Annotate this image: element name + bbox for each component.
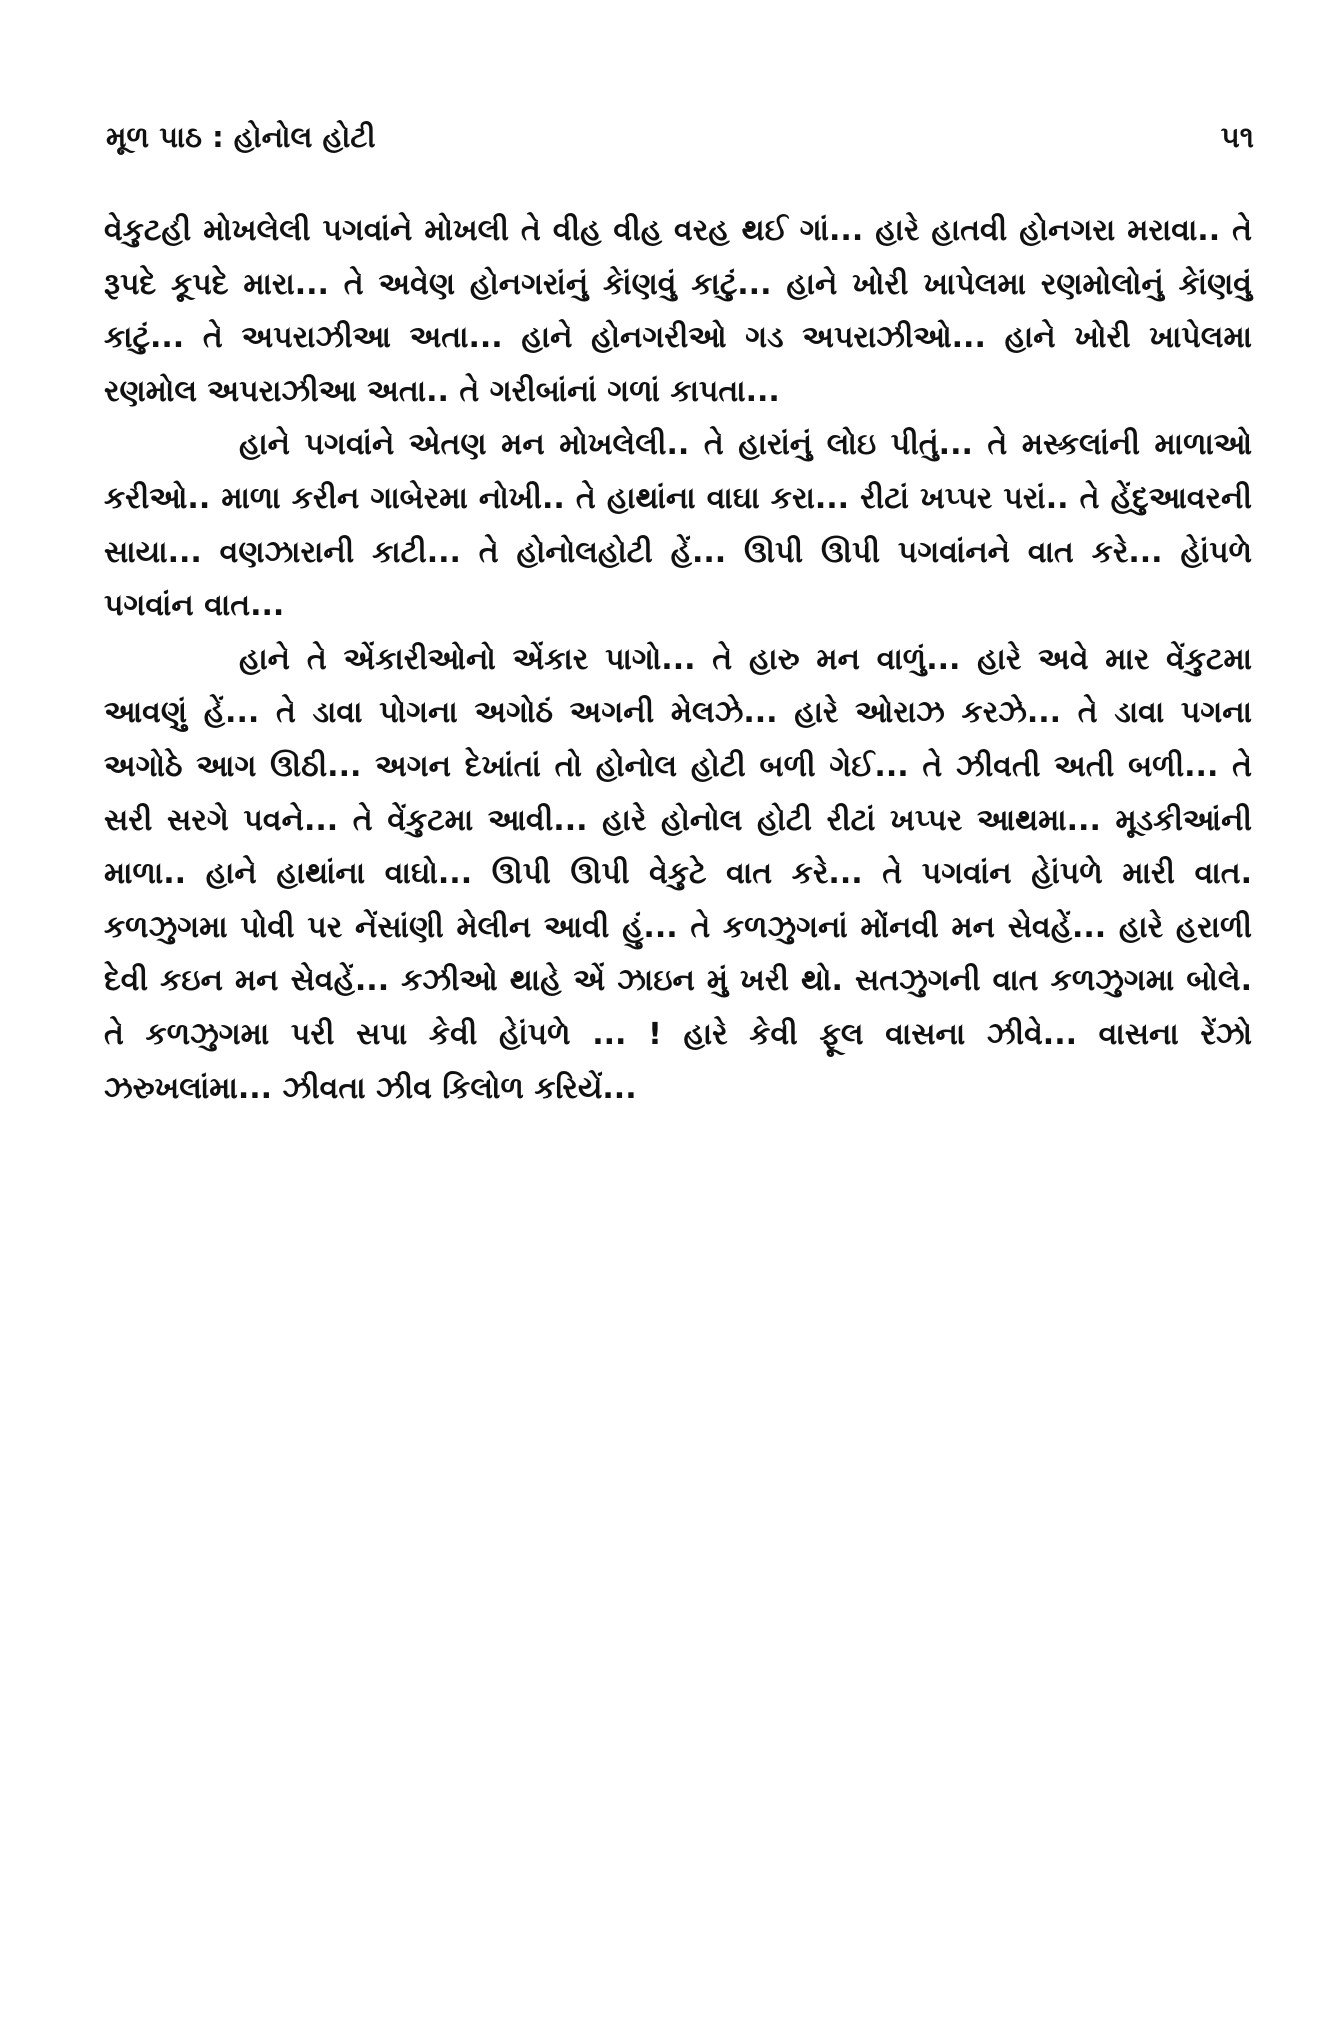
chapter-title: મૂળ પાઠ : હોનોલ હોટી (106, 119, 376, 154)
paragraph-3: હાને તે એંકારીઓનો એંકાર પાગો... તે હારુ મન વાળું... હારે અવે માર વેંકુટમા આવણું હેં... તે ડાવા પોગના અગોઠં અગની મેલઝે... હારે ઓરાઝ કરઝે... તે ડાવા પગના અગોઠે આગ ઊઠી... અગન દેખાંતાં તો હોનોલ હોટી બળી ગેઈ... તે ઝીવતી અતી બળી... તે સરી સરગે પવને... તે વેંકુટમા આવી... હારે હોનોલ હોટી રીટાં ખપ્પર આથમા... મૂડકીઆંની માળા.. હાને હાથાંના વાઘો... ઊપી ઊપી વેકુટે વાત કરે... તે પગવાંન હેાંપળે મારી વાત. કળઝુગમા પોવી પર નેંસાંણી મેલીન આવી હું... તે કળઝુગનાં મોંનવી મન સેવહેં... હારે હરાળી દેવી કઇન મન સેવહેં... કઝીઓ થાહે એં ઝાઇન મું ખરી થો. સતઝુગની વાત કળઝુગમા બોલે. તે કળઝુગમા પરી સપા કેવી હેાંપળે ... ! હારે કેવી ફૂલ વાસના ઝીવે... વાસના રેંઝો ઝરુખલાંમા... ઝીવતા ઝીવ કિલોળ કરિયેં... (104, 641, 1252, 1106)
running-header (106, 112, 1254, 162)
body-text (104, 204, 1252, 1115)
paragraph-1: વેકુટહી મોખલેલી પગવાંને મોખલી તે વીહ વીહ વરહ થઈ ગાં... હારે હાતવી હોનગરા મરાવા.. તે રૂપદે કૂપદે મારા... તે અવેણ હોનગરાંનું કેાંણવું કાટું... હાને ખોરી ખાપેલમા રણમોલોનું કેાંણવું કાટું... તે અપરાઝીઆ અતા... હાને હોનગરીઓ ગડ અપરાઝીઓ... હાને ખોરી ખાપેલમા રણમોલ અપરાઝીઆ અતા.. તે ગરીબાંનાં ગળાં કાપતા... (104, 213, 1253, 409)
page-number: ૫૧ (1220, 119, 1254, 154)
paragraph-2: હાને પગવાંને એતણ મન મોખલેલી.. તે હારાંનું લોઇ પીતું... તે મસ્કલાંની માળાઓ કરીઓ.. માળા કરીન ગાબેરમા નોખી.. તે હાથાંના વાઘા કરા... રીટાં ખપ્પર પરાં.. તે હેંદુઆવરની સાયા... વણઝારાની કાટી... તે હોનોલહોટી હેં... ઊપી ઊપી પગવાંનને વાત કરે... હેાંપળે પગવાંન વાત... (104, 427, 1252, 624)
